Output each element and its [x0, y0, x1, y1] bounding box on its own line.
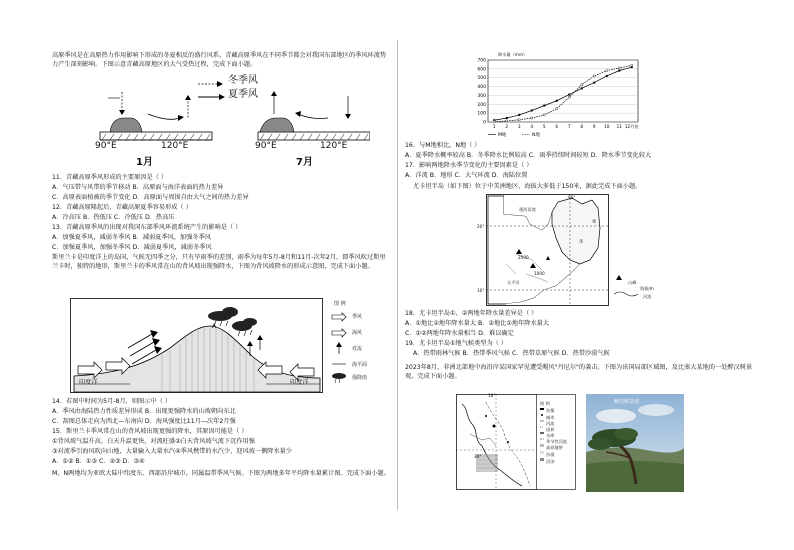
- question-19: 19．尤卡坦半岛①地气候类型为（ ）: [405, 340, 508, 347]
- gulf-of-mexico-label: 墨西哥湾: [519, 207, 536, 212]
- chart-x-tick: 11: [616, 124, 622, 129]
- map2-legend-river: 河流: [546, 421, 555, 426]
- point-N: [618, 67, 620, 69]
- chart-x-tick: 8: [580, 124, 584, 129]
- fig2-legend-heavy-rain: 强降雨: [352, 375, 368, 381]
- q14-options-ab: A．季风由海陆热力性质差异形成 B．出现更强降水的山坡朝向东北: [52, 408, 236, 415]
- chart-x-tick: 4: [530, 124, 534, 129]
- legend-river-icon: [614, 292, 638, 296]
- fig2-legend-sea-level: 海平面: [352, 362, 368, 368]
- point-N: [581, 84, 583, 86]
- chart-x-tick: 7: [567, 124, 571, 129]
- q13-options-cd: C．加强夏季风，加强冬季风 D．减弱夏季风，减弱冬季风: [52, 244, 212, 251]
- question-13: 13．青藏高原季风的出现对我国东部季风环流系统产生的影响是（ ）: [52, 224, 242, 231]
- chart-x-tick: 12月份: [624, 124, 639, 129]
- chart-x-tick: 10: [604, 124, 610, 129]
- intro-paragraph-3: M、N两地均为亚欧大陆中纬度东、西部沿岸城市，同属温带季风气候。下图为两地多年平均降水量累计图。完成下面小题。: [52, 470, 390, 477]
- chart-y-tick: 400: [477, 85, 486, 91]
- chart-y-tick: 0: [483, 120, 486, 126]
- lat-10-label: 10°: [477, 288, 485, 293]
- chart-x-tick: 3: [517, 124, 521, 129]
- jul-lon-left: 90°E: [255, 141, 277, 151]
- jan-lon-right: 120°E: [161, 141, 189, 151]
- q19-options: A．热带雨林气候 B．热带季风气候 C．热带草原气候 D．热带沙漠气候: [413, 350, 610, 357]
- map2-lat-label: 16°: [488, 393, 496, 398]
- q14-options-cd: C．刮图总体走向为西北—东南向 D．海风强度比11月—次年2月强: [52, 418, 236, 425]
- point-N: [531, 117, 533, 119]
- jul-lon-right: 120°E: [320, 141, 348, 151]
- photo-caption: 醉汉树景观: [614, 399, 640, 405]
- point-M: [506, 117, 508, 119]
- ocean-label-right: 印度洋: [290, 379, 309, 386]
- point-M: [531, 109, 533, 111]
- caption-january: 1月: [136, 157, 153, 168]
- point-N: [556, 108, 558, 110]
- chart-y-tick: 500: [477, 76, 486, 82]
- precipitation-chart: [462, 52, 652, 138]
- panel-january: [100, 92, 212, 140]
- chart-legend-label: M地: [498, 133, 507, 138]
- map2-legend-reservoir: 水库: [546, 433, 555, 438]
- map2-legend-capital: 首都: [546, 408, 555, 413]
- chart-x-tick: 1: [492, 124, 496, 129]
- plateau-monsoon-diagram: [80, 74, 370, 174]
- drunken-tree-photo: [586, 394, 684, 492]
- point-M: [543, 105, 545, 107]
- point-N: [593, 75, 595, 77]
- question-17: 17．影响两地降水季节变化的主要因素是（ ）: [405, 162, 533, 169]
- figure-plateau-monsoon: [80, 74, 370, 174]
- legend-summer-monsoon: 夏季风: [228, 89, 258, 100]
- q11-options-ab: A．气压带与风带的季节移动 B．高原面与海洋表面的热力差异: [52, 184, 224, 191]
- map2-legend-city: 城市: [546, 415, 555, 420]
- map2-legend-desert: 沙漠: [546, 452, 555, 457]
- point-N: [506, 120, 508, 122]
- point-2-label: ②: [592, 219, 597, 225]
- panel-july: [258, 91, 370, 140]
- q13-options-ab: A．加强夏季风，减弱冬季风 B．减弱夏季风，加强冬季风: [52, 234, 211, 241]
- map2-legend-seasonal-river: 季节性河流: [546, 439, 567, 444]
- point-M: [618, 70, 620, 72]
- chart-y-tick: 700: [477, 58, 486, 64]
- fig2-legend-convection: 对流: [352, 346, 363, 352]
- chart-x-tick: 6: [555, 124, 559, 129]
- chart-plot-area: [488, 60, 638, 122]
- point-N: [518, 119, 520, 121]
- fig2-legend-monsoon: 季风: [352, 314, 363, 320]
- question-14: 14．若图中时间为5月-8月，则图示中（ ）: [52, 398, 171, 405]
- point-N: [543, 114, 545, 116]
- point-a-label: A: [212, 323, 217, 330]
- lon-90-label: 90°: [568, 195, 576, 200]
- chart-y-tick: 200: [477, 102, 486, 108]
- lat-20-label: 20°: [477, 224, 485, 229]
- map2-legend-border: 国界: [546, 427, 555, 432]
- intro-paragraph-5: 2023年8月，非洲北部地中海沿岸某国家罕见遭受飓风"丹尼尔"的袭击。下图为该国局部区域图，及比塞大某地的一处醉汉树景观。完成下面小题。: [405, 364, 753, 380]
- point-M: [568, 94, 570, 96]
- legend-elevation-label: 海拔/m: [640, 286, 654, 291]
- q16-options: A．夏季降水概率较高 B．冬季降水比例较高 C．雨季持续时间较短 D．降水季节变化较大: [405, 152, 652, 159]
- intro-paragraph-4: 尤卡坦半岛（如下图）位于中美洲地区，海拔大多低于150米，据此完成下面小题。: [413, 183, 642, 190]
- point-N: [493, 120, 495, 122]
- q15-statement-2: ③对流季引海风吹向山地，大量输入大量水汽④季风携带的水汽少，迎风坡一侧降水量少: [52, 448, 293, 455]
- fig2-legend-title: 图 例: [334, 301, 346, 307]
- point-N: [568, 96, 570, 98]
- ocean-label-left: 印度洋: [79, 379, 98, 386]
- precipitation-chart-svg: [462, 52, 652, 138]
- point-M: [581, 87, 583, 89]
- point-1-label: ①: [579, 239, 584, 245]
- question-11: 11．青藏高原季风形成的主要原因是（ ）: [52, 174, 168, 181]
- chart-y-tick: 100: [477, 111, 486, 117]
- legend-peak-icon: [616, 275, 622, 280]
- question-18: 18．尤卡坦半岛①、②两地年降水量差异是（ ）: [405, 310, 538, 317]
- chart-y-tick: 300: [477, 93, 486, 99]
- yucatan-map: [486, 194, 654, 306]
- map2-legend-title: 图 例: [540, 401, 550, 406]
- jan-lon-left: 90°E: [95, 141, 117, 151]
- q15-options: A．①② B．①③ C．②③ D．③④: [52, 458, 145, 465]
- column-divider: [397, 40, 398, 510]
- legend-peak-label: 山峰: [628, 280, 637, 285]
- point-M: [593, 82, 595, 84]
- chart-x-tick: 2: [505, 124, 509, 129]
- point-N: [606, 70, 608, 72]
- caption-july: 7月: [296, 157, 313, 168]
- legend-winter-monsoon: 冬季风: [228, 75, 258, 86]
- chart-legend-label: N地: [532, 133, 540, 138]
- point-N: [631, 64, 633, 66]
- q18-options-ab: A．①地比②地年降水量大 B．②地比①地年降水量大: [405, 320, 550, 327]
- chart-x-tick: 9: [592, 124, 596, 129]
- point-M: [606, 75, 608, 77]
- q15-statement-1: ①背风坡气温升高，白天升温更快，对流旺盛②白天背风坡气流下沉作用强: [52, 438, 255, 445]
- chart-ylabel: 降水量（mm）: [498, 52, 528, 57]
- intro-paragraph-1: 高原季风是在高原热力作用影响下形成的冬夏相反的盛行风系。青藏高原季风在不同季节都会对我国东部地区的季风环流势力产生深刻影响。下图示意青藏高原地区的大气受热过程，完成下面小题。: [52, 52, 387, 68]
- point-M: [556, 100, 558, 102]
- q18-options-cd: C．①②两地年降水量相当 D．难以确定: [405, 330, 514, 337]
- question-15: 15．斯里兰卡季风常在山的背风坡出现更强的降水，其原因可能是（ ）: [52, 428, 248, 435]
- question-16: 16．与M地相比，N地（ ）: [405, 142, 481, 149]
- chart-x-tick: 5: [542, 124, 546, 129]
- pacific-label: 太平洋: [507, 280, 520, 285]
- q17-options: A．洋流 B．地形 C．大气环流 D．海陆位置: [405, 172, 528, 179]
- q12-options: A．冷高压 B．热低压 C．冷低压 D．热高压: [52, 214, 175, 221]
- map2-legend-plateau: 高原地带: [546, 445, 563, 450]
- question-12: 12．青藏高原隆起后，青藏高原夏季容易形成（ ）: [52, 204, 192, 211]
- map2-lon-label: 30°: [474, 454, 482, 459]
- elevation-1000: 1000: [534, 271, 545, 276]
- legend-river-label: 河流: [643, 294, 652, 299]
- chart-y-tick: 600: [477, 67, 486, 73]
- elevation-2500: 2500: [518, 255, 529, 260]
- point-M: [518, 114, 520, 116]
- fig2-legend-sea-breeze: 海风: [352, 330, 363, 336]
- q11-options-cd: C．高原表面植被的季节变化 D．高原面与周围自由大气之间的热力差异: [52, 194, 249, 201]
- map2-legend-swamp: 沼泽: [546, 459, 555, 464]
- intro-paragraph-2: 斯里兰卡是印度洋上的岛国，气候无四季之分，只有旱雨季的差别，雨季为每年5月-8月和11月-次年2月，即季风吹过斯里兰卡时，独特的地形，斯里兰卡的季风常在山的背风坡出现强降水，下图为背风坡降水的形成示意图，完成下面小题。: [52, 254, 386, 270]
